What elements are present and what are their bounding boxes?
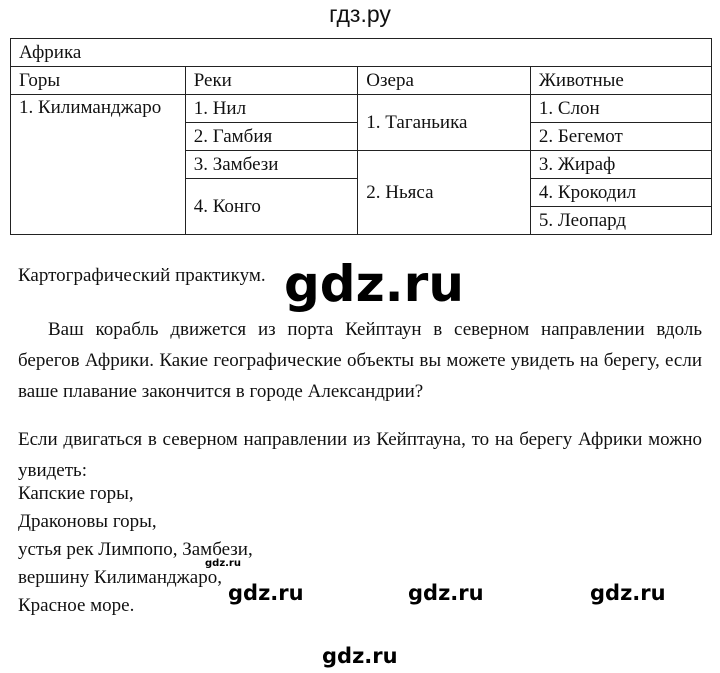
- header-lakes: Озера: [358, 67, 531, 95]
- header-animals: Животные: [530, 67, 711, 95]
- mountain-cell: 1. Килиманджаро: [11, 95, 186, 235]
- watermark-small: gdz.ru: [322, 644, 398, 668]
- answer-item: устья рек Лимпопо, Замбези,: [18, 539, 253, 560]
- river-cell: 3. Замбези: [185, 151, 358, 179]
- watermark-tiny: gdz.ru: [205, 558, 241, 569]
- answer-item: вершину Килиманджаро,: [18, 567, 222, 588]
- answer-intro: Если двигаться в северном направлении из Кейптауна, то на берегу Африки можно увидеть:: [18, 429, 702, 481]
- lake-cell: 2. Ньяса: [358, 151, 531, 235]
- river-cell: 2. Гамбия: [185, 123, 358, 151]
- watermark-large: gdz.ru: [284, 255, 464, 313]
- question-text: Ваш корабль движется из порта Кейптаун в северном направлении вдоль берегов Африки. Какие географические объекты вы можете увидеть на берегу, если ваше плавание закончится в городе Александрии?: [18, 319, 702, 402]
- answer-item: Красное море.: [18, 595, 135, 616]
- table-title: Африка: [11, 39, 712, 67]
- animal-cell: 3. Жираф: [530, 151, 711, 179]
- watermark-small: gdz.ru: [408, 581, 484, 605]
- header-mountains: Горы: [11, 67, 186, 95]
- header-rivers: Реки: [185, 67, 358, 95]
- animal-cell: 2. Бегемот: [530, 123, 711, 151]
- animal-cell: 1. Слон: [530, 95, 711, 123]
- animal-cell: 4. Крокодил: [530, 179, 711, 207]
- section-title: Картографический практикум.: [18, 265, 266, 286]
- river-cell: 1. Нил: [185, 95, 358, 123]
- site-header: гдз.ру: [329, 1, 391, 27]
- answer-item: Драконовы горы,: [18, 511, 157, 532]
- animal-cell: 5. Леопард: [530, 207, 711, 235]
- watermark-small: gdz.ru: [590, 581, 666, 605]
- lake-cell: 1. Таганьика: [358, 95, 531, 151]
- watermark-small: gdz.ru: [228, 581, 304, 605]
- answer-item: Капские горы,: [18, 483, 134, 504]
- africa-table: [10, 38, 712, 235]
- river-cell: 4. Конго: [185, 179, 358, 235]
